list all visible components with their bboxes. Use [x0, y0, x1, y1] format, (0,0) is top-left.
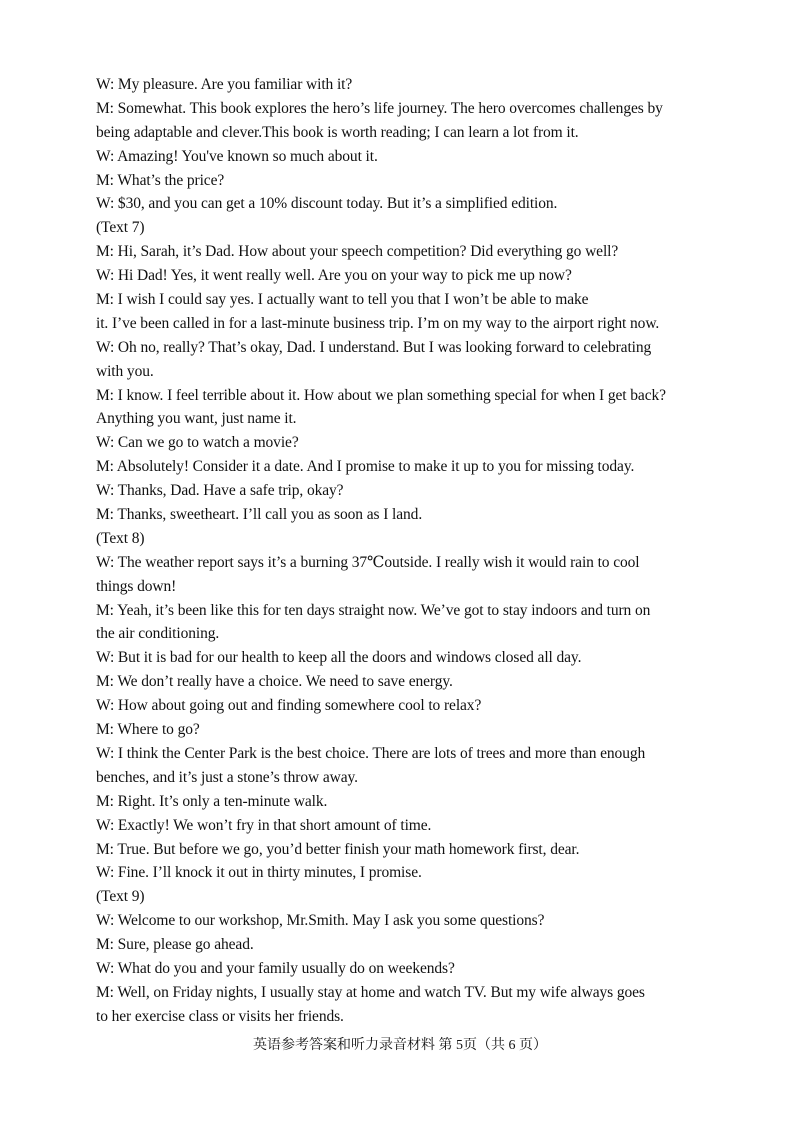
transcript-body — [96, 73, 716, 1029]
transcript-line: W: The weather report says it’s a burning 37℃outside. I really wish it would rain to cool — [96, 553, 640, 571]
transcript-line: W: Fine. I’ll knock it out in thirty minutes, I promise. — [96, 864, 422, 882]
transcript-line: it. I’ve been called in for a last-minute business trip. I’m on my way to the airport right now. — [96, 314, 660, 332]
transcript-line: M: We don’t really have a choice. We need to save energy. — [96, 673, 453, 691]
transcript-line: W: Hi Dad! Yes, it went really well. Are you on your way to pick me up now? — [96, 267, 572, 285]
transcript-line: M: True. But before we go, you’d better finish your math homework first, dear. — [96, 840, 580, 858]
transcript-line: W: I think the Center Park is the best choice. There are lots of trees and more than enough — [96, 744, 646, 762]
transcript-line: W: Amazing! You've known so much about it. — [96, 147, 378, 165]
transcript-line: M: Absolutely! Consider it a date. And I promise to make it up to you for missing today. — [96, 458, 635, 476]
transcript-line: being adaptable and clever.This book is worth reading; I can learn a lot from it. — [96, 123, 579, 141]
section-heading-text-7: (Text 7) — [96, 219, 145, 237]
transcript-line: W: My pleasure. Are you familiar with it? — [96, 76, 353, 93]
transcript-line: M: Thanks, sweetheart. I’ll call you as soon as I land. — [96, 506, 423, 524]
transcript-line: W: $30, and you can get a 10% discount today. But it’s a simplified edition. — [96, 195, 558, 213]
transcript-line: M: Hi, Sarah, it’s Dad. How about your speech competition? Did everything go well? — [96, 243, 619, 261]
section-heading-text-9: (Text 9) — [96, 888, 145, 906]
transcript-line: M: Where to go? — [96, 721, 200, 739]
transcript-line: M: Right. It’s only a ten-minute walk. — [96, 792, 328, 810]
transcript-line: M: What’s the price? — [96, 171, 225, 189]
transcript-line: M: Well, on Friday nights, I usually stay at home and watch TV. But my wife always goes — [96, 983, 645, 1001]
transcript-line: the air conditioning. — [96, 625, 220, 643]
transcript-line: W: But it is bad for our health to keep all the doors and windows closed all day. — [96, 649, 582, 667]
transcript-line: benches, and it’s just a stone’s throw away. — [96, 768, 358, 786]
transcript-line: W: How about going out and finding somewhere cool to relax? — [96, 697, 482, 715]
transcript-line: M: I know. I feel terrible about it. How about we plan something special for when I get back? — [96, 386, 666, 404]
transcript-line: W: What do you and your family usually do on weekends? — [96, 959, 455, 977]
section-heading-text-8: (Text 8) — [96, 529, 145, 547]
transcript-line: M: Sure, please go ahead. — [96, 936, 254, 954]
transcript-line: to her exercise class or visits her friends. — [96, 1007, 344, 1025]
transcript-line: W: Can we go to watch a movie? — [96, 434, 299, 452]
transcript-line: with you. — [96, 362, 154, 380]
transcript-line: things down! — [96, 577, 177, 595]
transcript-line: M: I wish I could say yes. I actually want to tell you that I won’t be able to make — [96, 291, 589, 309]
transcript-line: W: Welcome to our workshop, Mr.Smith. May I ask you some questions? — [96, 912, 545, 930]
transcript-line: M: Somewhat. This book explores the hero’s life journey. The hero overcomes challenges by — [96, 99, 663, 117]
transcript-line: W: Oh no, really? That’s okay, Dad. I understand. But I was looking forward to celebrating — [96, 338, 652, 356]
transcript-line: M: Yeah, it’s been like this for ten days straight now. We’ve got to stay indoors and turn on — [96, 601, 651, 619]
transcript-line: Anything you want, just name it. — [96, 410, 297, 428]
transcript-line: W: Exactly! We won’t fry in that short amount of time. — [96, 816, 432, 834]
transcript-line: W: Thanks, Dad. Have a safe trip, okay? — [96, 482, 344, 500]
page-footer: 英语参考答案和听力录音材料 第 5页（共 6 页） — [253, 1038, 547, 1053]
